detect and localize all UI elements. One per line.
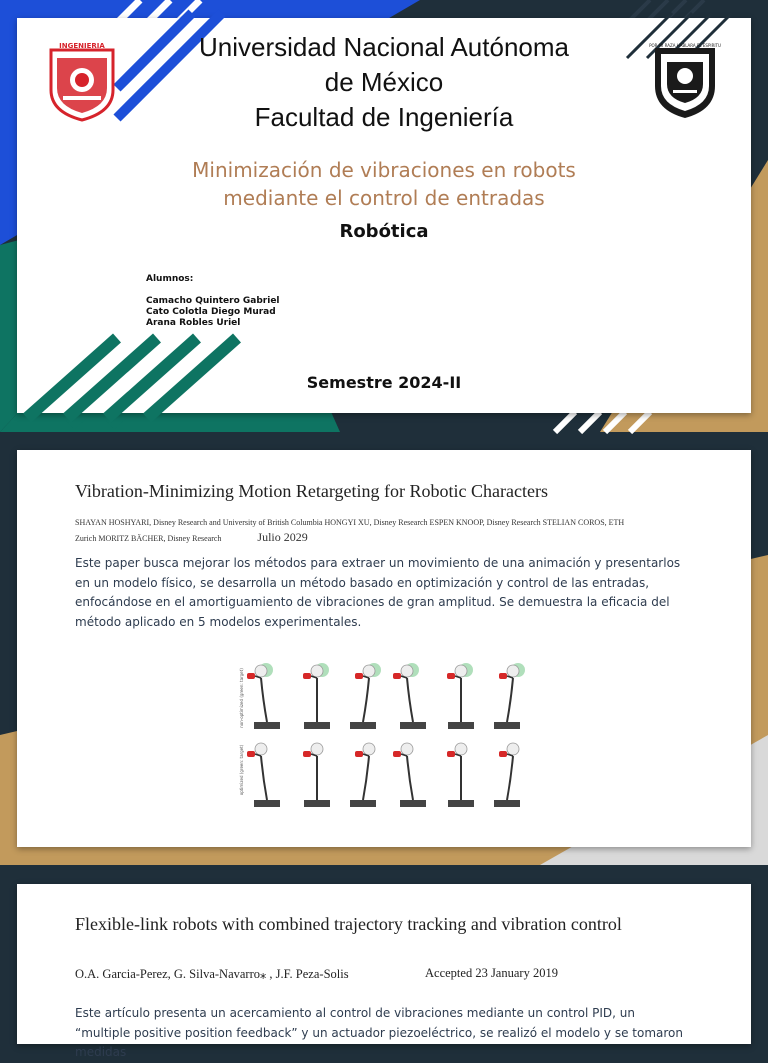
student-name: Arana Robles Uriel <box>146 318 241 328</box>
robot-pose <box>494 743 520 807</box>
robot-pose <box>350 663 381 729</box>
faculty-line: Facultad de Ingeniería <box>254 102 514 132</box>
robot-pose <box>247 743 280 807</box>
paper-card-1 <box>17 450 751 847</box>
subtitle-line2: mediante el control de entradas <box>223 186 545 210</box>
robot-pose <box>393 663 426 729</box>
paper-date: Julio 2029 <box>257 530 308 544</box>
paper-summary: Este paper busca mejorar los métodos para extraer un movimiento de una animación y presentarlos en un modelo físico, se desarrolla un método basado en optimización y control de las entradas, enfocándose en el amortiguamiento de vibraciones de gran amplitud. Se demuestra la eficacia del método aplicado en 5 modelos experimentales. <box>75 556 681 629</box>
figure-label-top: non-optimized (green: target) <box>239 668 244 728</box>
paper2-summary: Este artículo presenta un acercamiento al control de vibraciones mediante un control PID, un “multiple positive position feedback” y un actuador piezoeléctrico, se realizó el modelo y se tomaron medidas <box>75 1006 683 1059</box>
university-line1: Universidad Nacional Autónoma <box>199 32 569 62</box>
paper-card-2 <box>17 884 751 1059</box>
authors-line2: Zurich MORITZ BÄCHER, Disney Research <box>75 534 222 543</box>
student-name: Camacho Quintero Gabriel <box>146 296 280 306</box>
semester: Semestre 2024-II <box>306 373 462 392</box>
paper-authors <box>75 516 665 546</box>
robot-pose <box>303 663 330 729</box>
slide-title <box>0 0 768 432</box>
project-subtitle <box>17 156 751 212</box>
robot-pose <box>447 743 474 807</box>
university-heading <box>17 30 751 135</box>
paper2-title: Flexible-link robots with combined trajectory tracking and vibration control <box>75 914 622 934</box>
robot-pose <box>303 743 330 807</box>
subtitle-line1: Minimización de vibraciones en robots <box>192 158 576 182</box>
logo-left-text: INGENIERIA <box>59 42 105 50</box>
robot-pose <box>247 663 280 729</box>
robot-figure <box>235 658 535 818</box>
robot-pose <box>350 743 376 807</box>
students-label: Alumnos: <box>146 274 194 284</box>
title-card <box>17 18 751 413</box>
robot-pose <box>393 743 426 807</box>
students-block <box>146 274 280 329</box>
university-line2: de México <box>324 67 444 97</box>
robot-pose <box>447 663 474 729</box>
student-name: Cato Colotla Diego Murad <box>146 307 276 317</box>
slide-paper-1 <box>0 435 768 865</box>
authors-line1: SHAYAN HOSHYARI, Disney Research and University of British Columbia HONGYI XU, Disney Research ESPEN KNOOP, Disney Research STELIAN COROS, ETH <box>75 518 625 527</box>
robot-pose <box>494 663 525 729</box>
logo-right-text: POR MI RAZA HABLARA EL ESPIRITU <box>649 43 721 48</box>
figure-label-bottom: optimized (green: target) <box>239 744 244 796</box>
slide-paper-2 <box>0 868 768 1059</box>
course-name: Robótica <box>339 221 429 242</box>
paper2-accepted: Accepted 23 January 2019 <box>425 966 558 980</box>
paper2-authors: O.A. Garcia-Perez, G. Silva-Navarro⁎ , J.F. Peza-Solis <box>75 967 349 981</box>
paper-title: Vibration-Minimizing Motion Retargeting for Robotic Characters <box>75 481 548 501</box>
